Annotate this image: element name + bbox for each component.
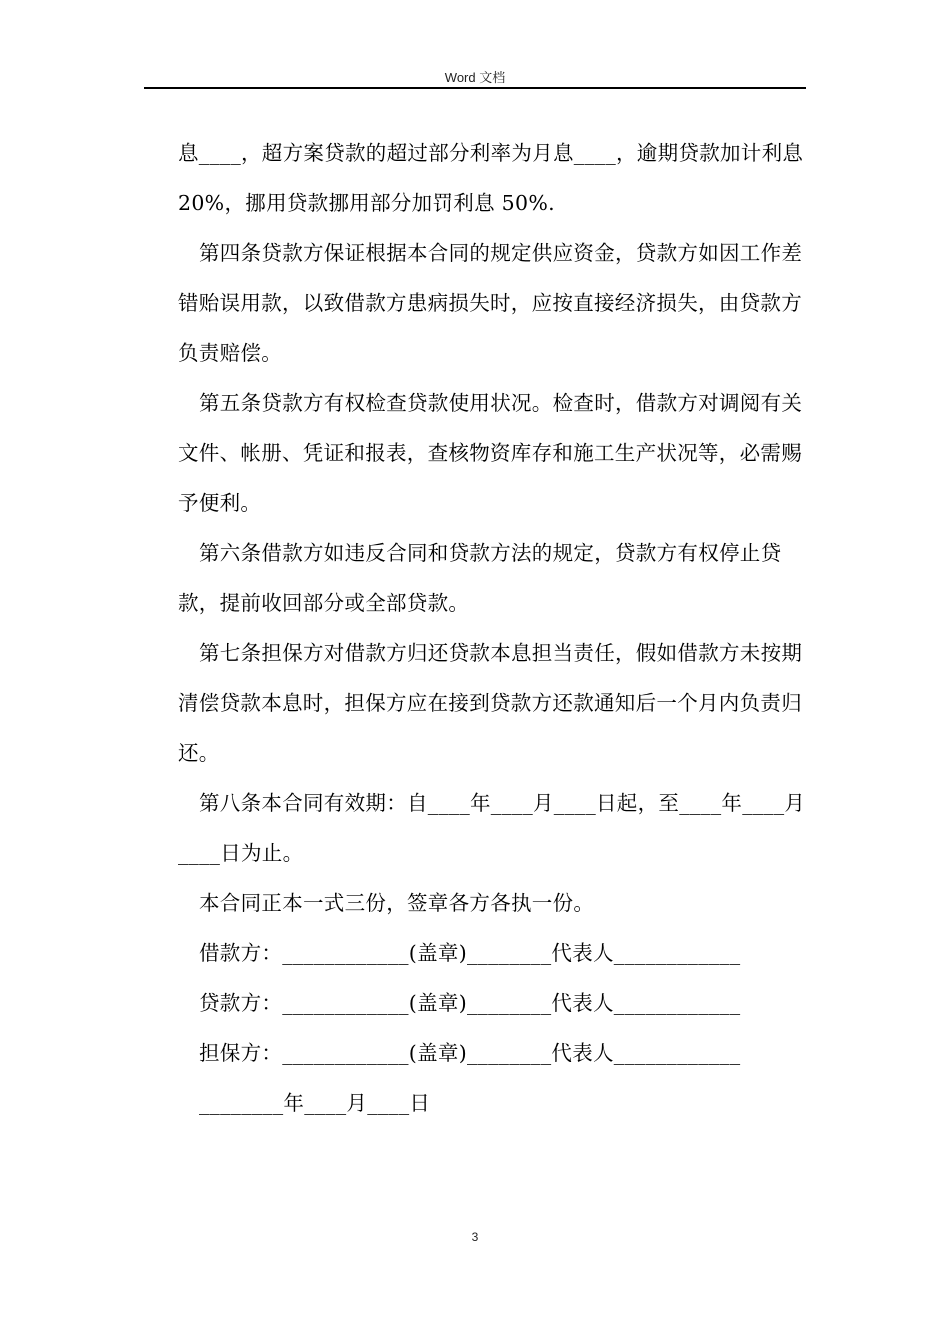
paragraph-article-8: 第八条本合同有效期：自____年____月____日起，至____年____月____日为止。 — [178, 791, 806, 865]
paragraph-article-5: 第五条贷款方有权检查贷款使用状况。检查时，借款方对调阅有关文件、帐册、凭证和报表，查核物资库存和施工生产状况等，必需赐予便利。 — [178, 391, 803, 515]
page-number: 3 — [471, 1230, 479, 1244]
paragraph-copies: 本合同正本一式三份，签章各方各执一份。 — [199, 891, 595, 915]
paragraph-article-7: 第七条担保方对借款方归还贷款本息担当责任，假如借款方未按期清偿贷款本息时，担保方应在接到贷款方还款通知后一个月内负责归还。 — [178, 641, 803, 765]
paragraph-interest-rates: 息____，超方案贷款的超过部分利率为月息____，逾期贷款加计利息 20%，挪用贷款挪用部分加罚利息 50%. — [178, 141, 804, 215]
signature-date-line: ________年____月____日 — [199, 1091, 431, 1115]
signature-line-borrower: 借款方：____________(盖章)________代表人____________ — [199, 941, 741, 965]
paragraph-article-4: 第四条贷款方保证根据本合同的规定供应资金，贷款方如因工作差错贻误用款，以致借款方患病损失时，应按直接经济损失，由贷款方负责赔偿。 — [178, 241, 803, 365]
signature-line-lender: 贷款方：____________(盖章)________代表人____________ — [199, 991, 741, 1015]
paragraph-article-6: 第六条借款方如违反合同和贷款方法的规定，贷款方有权停止贷款，提前收回部分或全部贷款。 — [178, 541, 782, 615]
page-header-title: Word 文档 — [444, 70, 506, 85]
document-body — [178, 128, 808, 1128]
signature-line-guarantor: 担保方：____________(盖章)________代表人____________ — [199, 1041, 741, 1065]
header-divider — [144, 87, 806, 89]
